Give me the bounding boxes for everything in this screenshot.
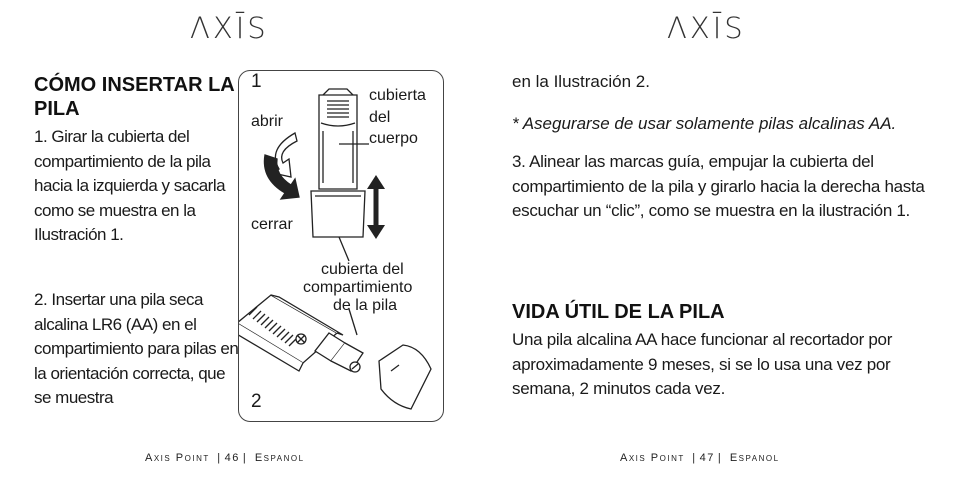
brand-logo: ΛXĪS [667,11,746,45]
illustration-panel [238,70,444,422]
label-body-cover-line-2: del [369,109,391,126]
instruction-step-3: 3. Alinear las marcas guía, empujar la cubierta del compartimiento de la pila y girarlo hacia la derecha hasta escuchar un “clic”, como se muestra en la ilustración 1. [512,152,925,220]
footer-page-number: 47 [699,452,715,464]
page-footer: Axis Point | 46 | Espanol [145,452,305,464]
footer-language: Espanol [254,452,305,464]
illustration-number-1: 1 [251,71,262,92]
instruction-step-2: 2. Insertar una pila seca alcalina LR6 (AA) en el compartimiento para pilas en la orientación correcta, que se muestra [34,290,239,407]
footer-product: Axis Point [145,452,210,464]
right-page [477,0,954,477]
label-body-cover-line-3: cuerpo [369,130,418,147]
alkaline-note: * Asegurarse de usar solamente pilas alcalinas AA. [512,114,897,133]
vertical-double-arrow-icon [367,175,385,239]
footer-product: Axis Point [620,452,685,464]
instruction-step-2-continued: en la Ilustración 2. [512,72,650,91]
brand-logo: ΛXĪS [190,11,269,45]
label-body-cover-line-1: cubierta [369,87,426,104]
page-footer: Axis Point | 47 | Espanol [620,452,780,464]
trimmer-upright-drawing [311,89,369,261]
illustration-number-2: 2 [251,391,262,412]
instruction-step-1: 1. Girar la cubierta del compartimiento de la pila hacia la izquierda y sacarla como se muestra en la Ilustración 1. [34,127,226,244]
section-heading-battery-life: VIDA ÚTIL DE LA PILA [512,301,725,323]
label-battery-cover-line-2: compartimiento [303,279,413,296]
footer-page-number: 46 [224,452,240,464]
label-close: cerrar [251,216,293,233]
section-heading-insert-battery: CÓMO INSERTAR LA PILA [34,74,234,120]
rotation-arrows [264,133,299,199]
footer-language: Espanol [729,452,780,464]
battery-life-text: Una pila alcalina AA hace funcionar al recortador por aproximadamente 9 meses, si se lo usa una vez por semana, 2 minutos cada vez. [512,330,893,398]
label-battery-cover-line-3: de la pila [333,297,398,314]
label-open: abrir [251,113,284,130]
label-battery-cover-line-1: cubierta del [321,261,404,278]
